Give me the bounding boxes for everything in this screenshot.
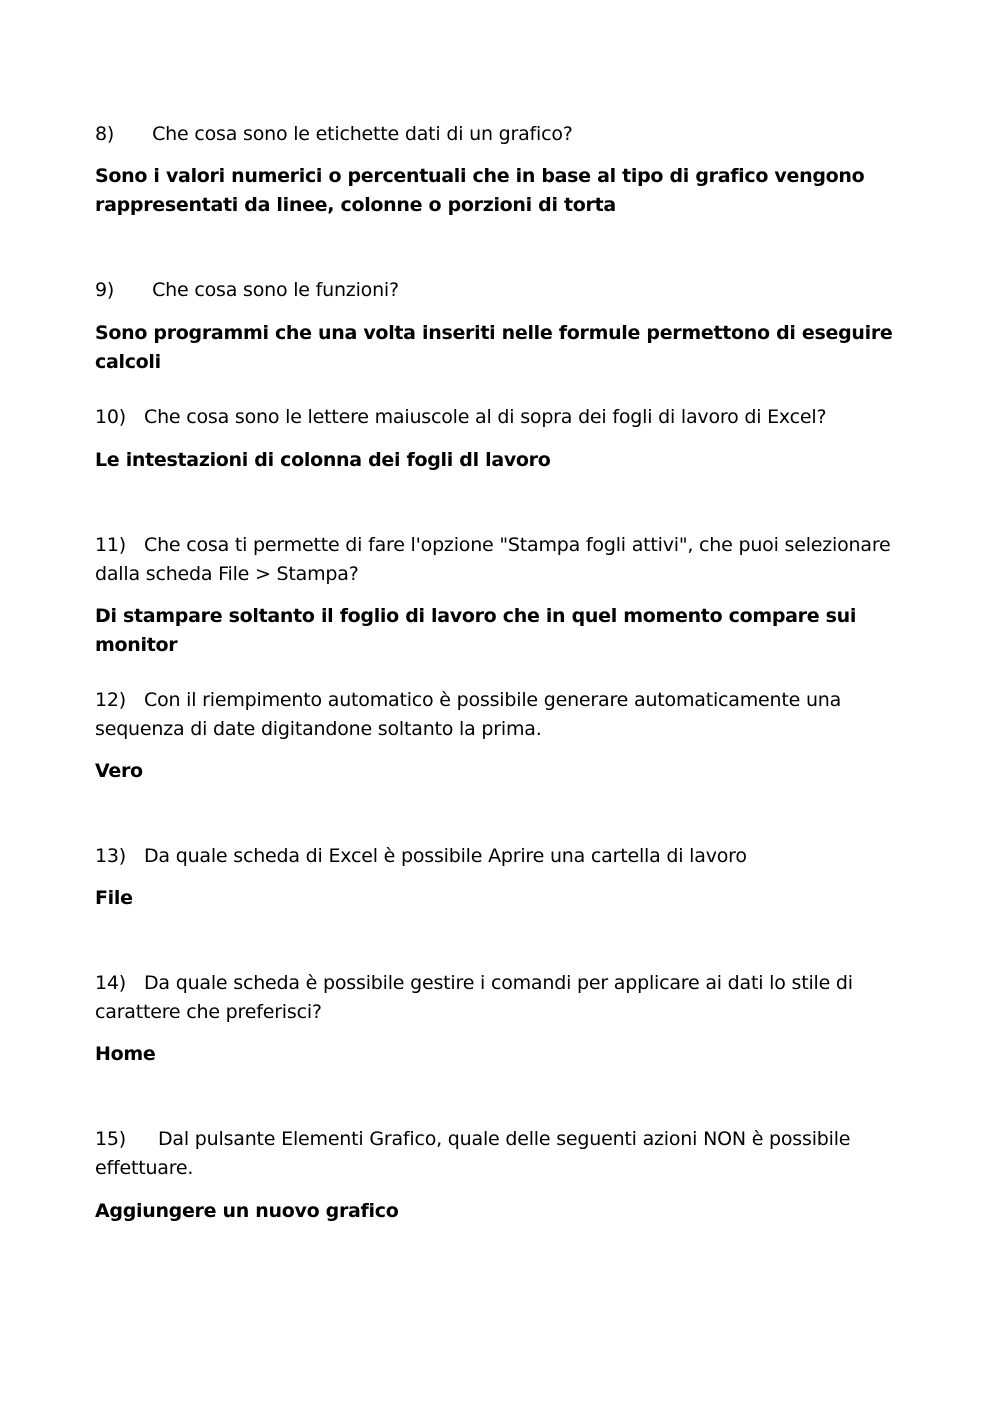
question-text: Da quale scheda di Excel è possibile Aprire una cartella di lavoro xyxy=(144,845,747,867)
answer-15: Aggiungere un nuovo grafico xyxy=(95,1200,399,1222)
answer-9: Sono programmi che una volta inseriti nelle formule permettono di eseguire calcoli xyxy=(95,322,893,373)
question-text: Da quale scheda è possibile gestire i comandi per applicare ai dati lo stile di carattere che preferisci? xyxy=(95,972,853,1023)
question-number: 8) xyxy=(95,123,115,145)
answer-8: Sono i valori numerici o percentuali che in base al tipo di grafico vengono rappresentati da linee, colonne o porzioni di torta xyxy=(95,165,865,216)
question-10 xyxy=(95,403,905,432)
question-text: Che cosa ti permette di fare l'opzione "Stampa fogli attivi", che puoi selezionare dalla scheda File > Stampa? xyxy=(95,534,891,585)
answer-12: Vero xyxy=(95,760,143,782)
question-number: 10) xyxy=(95,406,126,428)
question-text: Che cosa sono le etichette dati di un grafico? xyxy=(152,123,573,145)
question-number: 15) xyxy=(95,1128,126,1150)
question-11 xyxy=(95,531,905,589)
question-8 xyxy=(95,120,905,149)
question-15 xyxy=(95,1125,905,1183)
answer-10: Le intestazioni di colonna dei fogli dl lavoro xyxy=(95,449,551,471)
answer-13: File xyxy=(95,887,133,909)
answer-11: Di stampare soltanto il foglio di lavoro che in quel momento compare sui monitor xyxy=(95,605,857,656)
question-number: 13) xyxy=(95,845,126,867)
question-number: 14) xyxy=(95,972,126,994)
answer-14: Home xyxy=(95,1043,156,1065)
question-text: Che cosa sono le lettere maiuscole al di sopra dei fogli di lavoro di Excel? xyxy=(144,406,827,428)
question-number: 9) xyxy=(95,279,115,301)
question-text: Con il riempimento automatico è possibile generare automaticamente una sequenza di date digitandone soltanto la prima. xyxy=(95,689,842,740)
question-number: 11) xyxy=(95,534,126,556)
question-text: Dal pulsante Elementi Grafico, quale delle seguenti azioni NON è possibile effettuare. xyxy=(95,1128,851,1179)
question-9 xyxy=(95,276,905,305)
question-text: Che cosa sono le funzioni? xyxy=(152,279,399,301)
question-12 xyxy=(95,686,905,744)
question-13 xyxy=(95,842,905,871)
question-14 xyxy=(95,969,905,1027)
question-number: 12) xyxy=(95,689,126,711)
